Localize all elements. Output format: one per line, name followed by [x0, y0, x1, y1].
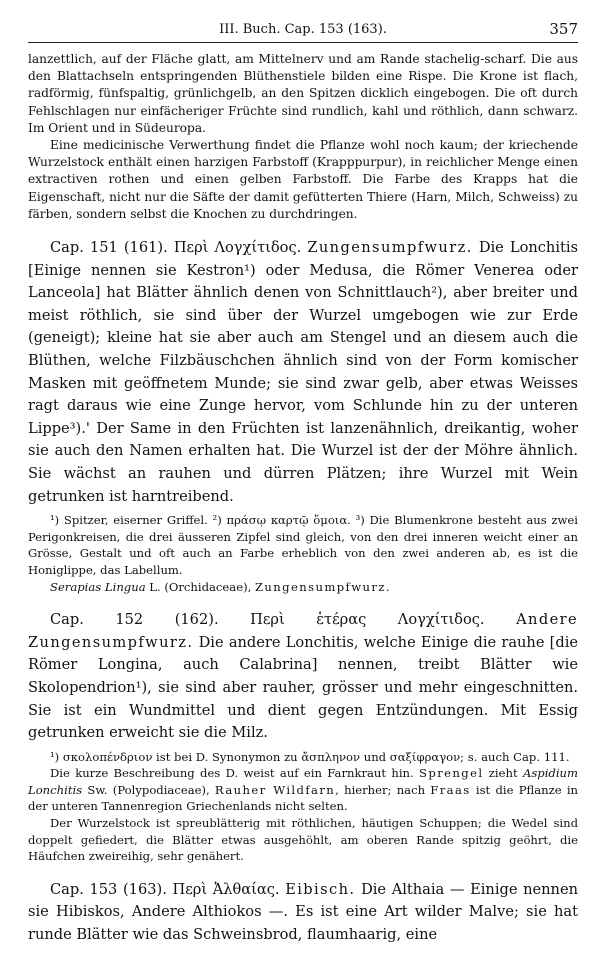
- chapter-152: [28, 609, 578, 745]
- chapter-151-greek-title: Περὶ Λογχίτιδος.: [173, 239, 302, 257]
- chapter-151-plant-name: Zungensumpfwurz.: [307, 239, 473, 257]
- chapter-152-footnote: ¹) σκολοπένδριον ist bei D. Synonymon zu ἄσπληνον und σαξίφραγον; s. auch Cap. 111.: [50, 749, 570, 764]
- note-text: Sw. (Polypodiaceae),: [82, 782, 215, 797]
- chapter-153-plant-name: Eibisch.: [285, 880, 356, 898]
- chapter-151-identification: [28, 579, 578, 596]
- author-fraas: Fraas: [430, 782, 471, 797]
- chapter-153-greek-title: Περὶ Ἀλθαίας.: [172, 880, 280, 898]
- species-name: Serapias Lingua: [50, 579, 146, 594]
- chapter-153: [28, 879, 578, 947]
- note-text: Die kurze Beschreibung des D. weist auf ein Farnkraut hin.: [50, 766, 414, 781]
- chapter-151-footnotes: ¹) Spitzer, eiserner Griffel. ²) πράσῳ καρτῷ ὅμοια. ³) Die Blumenkrone besteht aus zwei Perigonkreisen, die drei äusseren Zipfel sind gleich, von den drei inneren weicht einer an Grösse, Gestalt und oft auch an Farbe erheblich von den zwei anderen ab, es ist die Honiglippe, das Labellum.: [28, 513, 578, 577]
- chapter-152-note: [28, 765, 578, 815]
- german-plant-name: Rauher Wildfarn: [214, 782, 336, 797]
- note-text: , hierher; nach: [335, 782, 431, 797]
- german-plant-name: Zungensumpfwurz.: [254, 579, 391, 594]
- species-name: Aspidium Lonchitis: [28, 766, 578, 797]
- chapter-152-text: Die andere Lonchitis, welche Einige die rauhe [die Römer Longina, auch Calabrina] nennen, treibt Blätter wie Skolopendrion¹), sie sind aber rauher, grösser und mehr eingeschnitten. Sie ist ein Wundmittel und dient gegen Entzündungen. Mit Essig getrunken erweicht sie die Milz.: [28, 633, 578, 742]
- note-text: ist die Pflanze in der unteren Tannenregion Griechenlands nicht selten.: [28, 782, 578, 814]
- running-header: [28, 20, 578, 43]
- chapter-153-text: Die Althaia — Einige nennen sie Hibiskos, Andere Althiokos —. Es ist eine Art wilder Malve; sie hat runde Blätter wie das Schweinsbrod, flaumhaarig, eine: [28, 880, 578, 944]
- author-sprengel: Sprengel: [419, 766, 484, 781]
- chapter-151-text: Die Lonchitis [Einige nennen sie Kestron¹) oder Medusa, die Römer Venerea oder Lanceola] hat Blätter ähnlich denen von Schnittlauch²), aber breiter und meist röthlich, sie sind über der Wurzel umgebogen wie zur Erde (geneigt); kleine hat sie aber auch am Stengel und an diesem auch die Blüthen, welche Filzbäuschchen ähnlich sind von der Form komischer Masken mit geöffnetem Munde; sie sind zwar gelb, aber etwas Weisses ragt daraus wie eine Zunge hervor, vom Schlunde hin zu der unteren Lippe³).' Der Same in den Früchten ist lanzenähnlich, dreikantig, woher sie auch den Namen erhalten hat. Die Wurzel ist der der Möhre ähnlich. Sie wächst an rauhen und dürren Plätzen; ihre Wurzel mit Wein getrunken ist harntreibend.: [28, 239, 579, 505]
- paragraph-usage: Eine medicinische Verwerthung findet die Pflanze wohl noch kaum; der kriechende Wurzelstock enthält einen harzigen Farbstoff (Krapppurpur), in reichlicher Menge einen extractiven rothen und einen gelben Farbstoff. Die Farbe des Krapps hat die Eigenschaft, nicht nur die Säfte der damit gefütterten Thiere (Harn, Milch, Schweiss) zu färben, sondern selbst die Knochen zu durchdringen.: [28, 138, 578, 221]
- page-number: 357: [549, 20, 578, 38]
- running-title: III. Buch. Cap. 153 (163).: [219, 22, 387, 37]
- chapter-152-note-rhizome: Der Wurzelstock ist spreublätterig mit röthlichen, häutigen Schuppen; die Wedel sind doppelt gefiedert, die Blätter etwas ausgehöhlt, am oberen Rande spitzig geöhrt, die Häufchen zweireihig, sehr genähert.: [28, 816, 578, 864]
- chapter-152-greek-title: Περὶ ἑτέρας Λογχίτιδος.: [250, 611, 485, 629]
- chapter-151: [28, 237, 578, 508]
- chapter-152-label: Cap. 152 (162).: [50, 611, 219, 629]
- note-text: zieht: [483, 766, 523, 781]
- paragraph-description: lanzettlich, auf der Fläche glatt, am Mittelnerv und am Rande stachelig-scharf. Die aus den Blattachseln entspringenden Blüthenstiele bilden eine Rispe. Die Krone ist flach, radförmig, fünfspaltig, grünlichgelb, an den Spitzen dicklich eingebogen. Die oft durch Fehlschlagen nur einfächeriger Früchte sind rundlich, kahl und röthlich, dann schwarz. Im Orient und in Südeuropa.: [28, 52, 578, 135]
- chapter-153-label: Cap. 153 (163).: [50, 880, 167, 898]
- chapter-152-plant-name: Andere Zungensumpfwurz.: [28, 611, 579, 651]
- chapter-151-label: Cap. 151 (161).: [50, 239, 168, 257]
- ident-text: L. (Orchidaceae),: [145, 579, 255, 594]
